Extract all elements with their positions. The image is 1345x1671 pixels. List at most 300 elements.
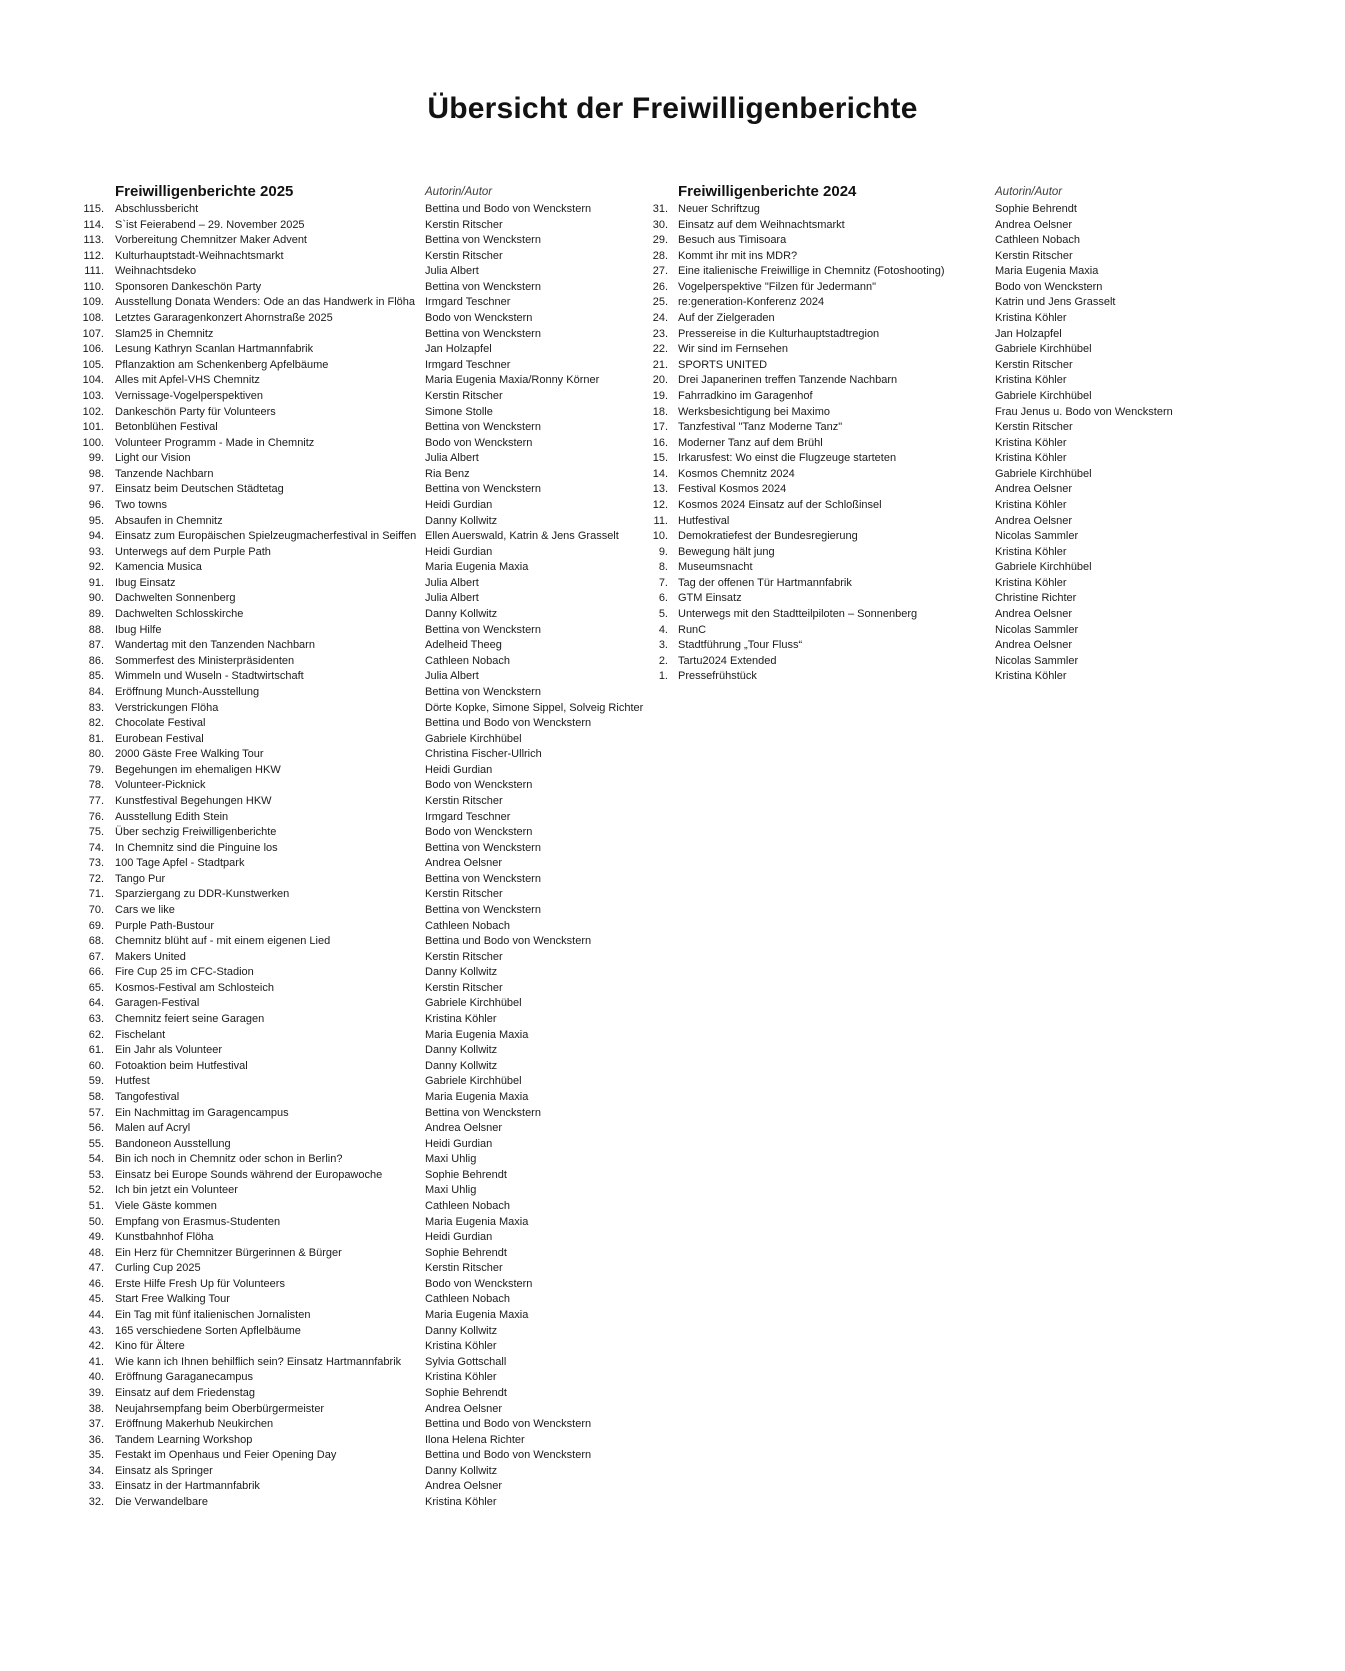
entry-author: Kerstin Ritscher: [425, 249, 503, 262]
entry-number: 113.: [83, 234, 104, 247]
list-item: [634, 545, 1274, 561]
entry-title: Irkarusfest: Wo einst die Flugzeuge starteten: [678, 452, 897, 465]
entry-number: 99.: [88, 452, 104, 465]
list-item: [70, 623, 670, 639]
entry-title: Ein Tag mit fünf italienischen Jornalisten: [115, 1309, 311, 1322]
entry-number: 2.: [658, 654, 668, 667]
entry-title: Abschlussbericht: [115, 203, 199, 215]
entry-title: Tandem Learning Workshop: [115, 1433, 253, 1446]
entry-title: Unterwegs auf dem Purple Path: [115, 545, 271, 558]
entry-number: 52.: [88, 1184, 104, 1197]
entry-number: 55.: [88, 1137, 104, 1150]
entry-number: 70.: [88, 904, 104, 917]
entry-author: Kristina Köhler: [995, 545, 1067, 558]
list-item: [70, 436, 670, 452]
list-item: [634, 218, 1274, 234]
entry-author: Bodo von Wenckstern: [425, 312, 533, 325]
entry-title: Fischelant: [115, 1028, 166, 1041]
entry-author: Gabriele Kirchhübel: [425, 997, 522, 1010]
list-item: [70, 311, 670, 327]
list-item: [70, 732, 670, 748]
entry-number: 6.: [658, 592, 668, 605]
report-column: [70, 185, 670, 1511]
list-item: [70, 1121, 670, 1137]
list-item: [70, 996, 670, 1012]
entry-number: 57.: [88, 1106, 104, 1119]
entry-number: 25.: [652, 296, 668, 309]
entry-author: Julia Albert: [425, 670, 479, 683]
entry-number: 41.: [88, 1355, 104, 1368]
list-item: [70, 1012, 670, 1028]
entry-author: Bettina und Bodo von Wenckstern: [425, 203, 592, 215]
entry-author: Bodo von Wenckstern: [425, 826, 533, 839]
list-item: [70, 202, 670, 218]
entry-title: Moderner Tanz auf dem Brühl: [678, 436, 823, 449]
entry-author: Kristina Köhler: [995, 374, 1067, 387]
entry-author: Maria Eugenia Maxia/Ronny Körner: [425, 374, 600, 387]
list-item: [70, 1417, 670, 1433]
entry-author: Maria Eugenia Maxia: [425, 1090, 529, 1103]
list-item: [634, 607, 1274, 623]
entry-number: 27.: [652, 265, 668, 278]
list-item: [70, 498, 670, 514]
entry-title: Bin ich noch in Chemnitz oder schon in Berlin?: [115, 1153, 343, 1166]
entry-number: 48.: [88, 1246, 104, 1259]
entry-author: Danny Kollwitz: [425, 1059, 498, 1072]
entry-number: 13.: [652, 483, 668, 496]
entry-title: Fire Cup 25 im CFC-Stadion: [115, 966, 254, 979]
entry-author: Kristina Köhler: [425, 1340, 497, 1353]
entry-title: Tanzfestival "Tanz Moderne Tanz": [678, 421, 843, 434]
entry-title: Pressereise in die Kulturhauptstadtregion: [678, 327, 880, 340]
entry-number: 71.: [88, 888, 104, 901]
entry-title: Hutfest: [115, 1075, 150, 1088]
list-item: [70, 342, 670, 358]
entry-number: 90.: [88, 592, 104, 605]
entry-title: Chemnitz blüht auf - mit einem eigenen Lied: [115, 935, 331, 948]
list-item: [70, 919, 670, 935]
entry-number: 26.: [652, 280, 668, 293]
entry-author: Andrea Oelsner: [995, 608, 1073, 621]
entry-title: In Chemnitz sind die Pinguine los: [115, 841, 278, 854]
entry-number: 40.: [88, 1371, 104, 1384]
entry-title: Begehungen im ehemaligen HKW: [115, 763, 281, 776]
entry-number: 78.: [88, 779, 104, 792]
entry-author: Heidi Gurdian: [425, 1231, 493, 1244]
list-item: [70, 467, 670, 483]
entry-title: Volunteer-Picknick: [115, 779, 206, 792]
list-item: [70, 638, 670, 654]
list-item: [70, 669, 670, 685]
list-item: [70, 1183, 670, 1199]
entry-title: Eröffnung Garaganecampus: [115, 1371, 253, 1384]
entry-author: Julia Albert: [425, 265, 479, 278]
list-item: [634, 560, 1274, 576]
entry-title: Tangofestival: [115, 1090, 180, 1103]
entry-number: 104.: [82, 374, 104, 387]
entry-author: Sophie Behrendt: [995, 203, 1077, 215]
entry-author: Kerstin Ritscher: [425, 981, 503, 994]
entry-author: Irmgard Teschner: [425, 296, 511, 309]
entry-author: Cathleen Nobach: [995, 234, 1081, 247]
entry-title: Eurobean Festival: [115, 732, 204, 745]
entry-number: 92.: [88, 561, 104, 574]
entry-number: 74.: [88, 841, 104, 854]
list-item: [70, 327, 670, 343]
entry-author: Danny Kollwitz: [425, 1464, 498, 1477]
entry-author: Bettina von Wenckstern: [425, 623, 541, 636]
report-column: [634, 185, 1274, 685]
entry-title: Eröffnung Munch-Ausstellung: [115, 685, 260, 698]
list-item: [70, 218, 670, 234]
entry-number: 72.: [88, 872, 104, 885]
entry-title: GTM Einsatz: [678, 592, 742, 605]
entry-title: Dachwelten Sonnenberg: [115, 592, 236, 605]
entry-title: Letztes Gararagenkonzert Ahornstraße 2025: [115, 312, 333, 325]
entry-title: Dankeschön Party für Volunteers: [115, 405, 276, 418]
entry-number: 1.: [658, 670, 668, 683]
entry-author: Kristina Köhler: [995, 498, 1067, 511]
entry-number: 111.: [84, 265, 104, 278]
list-item: [634, 482, 1274, 498]
list-item: [634, 591, 1274, 607]
entry-title: Two towns: [115, 498, 167, 511]
entry-number: 19.: [652, 389, 668, 402]
entry-number: 50.: [88, 1215, 104, 1228]
list-item: [70, 514, 670, 530]
entry-title: Demokratiefest der Bundesregierung: [678, 530, 858, 543]
entry-title: Garagen-Festival: [115, 997, 200, 1010]
entry-number: 49.: [88, 1231, 104, 1244]
entry-number: 35.: [88, 1449, 104, 1462]
entry-author: Andrea Oelsner: [995, 483, 1073, 496]
entry-author: Ilona Helena Richter: [425, 1433, 525, 1446]
list-item: [70, 1059, 670, 1075]
entry-author: Andrea Oelsner: [425, 1402, 503, 1415]
entry-author: Kerstin Ritscher: [425, 794, 503, 807]
entry-number: 5.: [658, 608, 668, 621]
list-item: [70, 1277, 670, 1293]
entry-title: Hutfestival: [678, 514, 730, 527]
list-item: [70, 1370, 670, 1386]
entry-title: Kosmos-Festival am Schlosteich: [115, 981, 274, 994]
entry-title: Purple Path-Bustour: [115, 919, 215, 932]
author-heading: Autorin/Autor: [995, 186, 1063, 198]
entry-title: Werksbesichtigung bei Maximo: [678, 405, 831, 418]
entry-author: Ria Benz: [425, 467, 470, 480]
list-item: [70, 1215, 670, 1231]
entry-number: 23.: [652, 327, 668, 340]
entry-title: Wimmeln und Wuseln - Stadtwirtschaft: [115, 670, 304, 683]
entry-number: 29.: [652, 234, 668, 247]
entry-author: Christine Richter: [995, 592, 1077, 605]
entry-title: Verstrickungen Flöha: [115, 701, 219, 714]
entry-number: 53.: [88, 1168, 104, 1181]
entry-author: Sophie Behrendt: [425, 1386, 507, 1399]
entry-number: 46.: [88, 1277, 104, 1290]
list-item: [634, 405, 1274, 421]
entry-title: Cars we like: [115, 904, 175, 917]
entry-author: Bettina und Bodo von Wenckstern: [425, 935, 592, 948]
entry-number: 24.: [652, 312, 668, 325]
entry-title: Pflanzaktion am Schenkenberg Apfelbäume: [115, 358, 329, 371]
list-item: [70, 778, 670, 794]
entry-title: Light our Vision: [115, 452, 191, 465]
entry-title: Dachwelten Schlosskirche: [115, 608, 244, 621]
entry-author: Heidi Gurdian: [425, 763, 493, 776]
entry-number: 110.: [83, 280, 104, 293]
entry-author: Gabriele Kirchhübel: [425, 732, 522, 745]
entry-number: 89.: [88, 608, 104, 621]
list-item: [70, 264, 670, 280]
entry-number: 38.: [88, 1402, 104, 1415]
entry-author: Frau Jenus u. Bodo von Wenckstern: [995, 405, 1173, 418]
entry-author: Danny Kollwitz: [425, 1044, 498, 1057]
entry-title: Ausstellung Edith Stein: [115, 810, 229, 823]
entry-author: Bettina und Bodo von Wenckstern: [425, 1418, 592, 1431]
list-item: [634, 436, 1274, 452]
entry-author: Kerstin Ritscher: [995, 358, 1073, 371]
list-item: [634, 451, 1274, 467]
entry-author: Irmgard Teschner: [425, 810, 511, 823]
entry-title: Festakt im Openhaus und Feier Opening Day: [115, 1449, 337, 1462]
entry-title: Museumsnacht: [678, 561, 753, 574]
entry-author: Maxi Uhlig: [425, 1153, 477, 1166]
list-item: [70, 482, 670, 498]
entry-title: Unterwegs mit den Stadtteilpiloten – Sonnenberg: [678, 608, 918, 621]
entry-author: Kerstin Ritscher: [995, 249, 1073, 262]
entry-title: Empfang von Erasmus-Studenten: [115, 1215, 281, 1228]
entry-author: Maria Eugenia Maxia: [995, 265, 1099, 278]
list-item: [70, 1261, 670, 1277]
list-item: [70, 451, 670, 467]
entry-number: 14.: [652, 467, 668, 480]
entry-author: Heidi Gurdian: [425, 1137, 493, 1150]
entry-list: [634, 202, 1274, 685]
entry-title: Eine italienische Freiwillige in Chemnitz (Fotoshooting): [678, 265, 945, 278]
entry-number: 100.: [82, 436, 104, 449]
page-title: Übersicht der Freiwilligenberichte: [427, 92, 918, 126]
entry-number: 86.: [88, 654, 104, 667]
entry-number: 102.: [82, 405, 104, 418]
entry-number: 12.: [652, 498, 668, 511]
entry-title: Tanzende Nachbarn: [115, 467, 214, 480]
entry-author: Julia Albert: [425, 576, 479, 589]
list-item: [634, 202, 1274, 218]
entry-number: 114.: [83, 218, 104, 231]
entry-author: Nicolas Sammler: [995, 623, 1079, 636]
entry-title: Kamencia Musica: [115, 561, 202, 574]
entry-number: 73.: [88, 857, 104, 870]
entry-author: Cathleen Nobach: [425, 654, 511, 667]
entry-number: 43.: [88, 1324, 104, 1337]
list-item: [70, 373, 670, 389]
list-item: [634, 420, 1274, 436]
list-item: [70, 1199, 670, 1215]
entry-number: 85.: [88, 670, 104, 683]
list-item: [70, 591, 670, 607]
entry-title: Chemnitz feiert seine Garagen: [115, 1013, 265, 1026]
entry-title: Einsatz auf dem Friedenstag: [115, 1386, 256, 1399]
list-item: [70, 965, 670, 981]
entry-title: Ibug Einsatz: [115, 576, 176, 589]
list-item: [634, 342, 1274, 358]
list-item: [70, 249, 670, 265]
entry-author: Irmgard Teschner: [425, 358, 511, 371]
entry-title: Fahrradkino im Garagenhof: [678, 389, 813, 402]
entry-author: Gabriele Kirchhübel: [995, 561, 1092, 574]
entry-author: Cathleen Nobach: [425, 1200, 511, 1212]
entry-title: Kunstfestival Begehungen HKW: [115, 794, 272, 807]
entry-number: 101.: [82, 421, 104, 434]
entry-number: 75.: [88, 826, 104, 839]
list-item: [70, 1028, 670, 1044]
entry-author: Maria Eugenia Maxia: [425, 1309, 529, 1322]
list-item: [70, 747, 670, 763]
entry-title: Weihnachtsdeko: [115, 265, 197, 278]
entry-number: 37.: [88, 1418, 104, 1431]
entry-title: Tartu2024 Extended: [678, 654, 777, 667]
list-item: [70, 934, 670, 950]
entry-title: Sponsoren Dankeschön Party: [115, 280, 262, 293]
entry-author: Adelheid Theeg: [425, 639, 502, 652]
entry-author: Gabriele Kirchhübel: [995, 343, 1092, 356]
entry-author: Dörte Kopke, Simone Sippel, Solveig Richter: [425, 701, 644, 714]
entry-author: Kerstin Ritscher: [425, 888, 503, 901]
entry-author: Bettina von Wenckstern: [425, 872, 541, 885]
entry-list: [70, 202, 670, 1511]
entry-title: 2000 Gäste Free Walking Tour: [115, 748, 264, 761]
list-item: [70, 1479, 670, 1495]
entry-number: 63.: [88, 1013, 104, 1026]
entry-title: 100 Tage Apfel - Stadtpark: [115, 857, 245, 870]
list-item: [70, 1464, 670, 1480]
entry-title: Curling Cup 2025: [115, 1262, 201, 1275]
entry-number: 30.: [652, 218, 668, 231]
entry-number: 28.: [652, 249, 668, 262]
entry-number: 96.: [88, 498, 104, 511]
entry-author: Maxi Uhlig: [425, 1184, 477, 1197]
entry-number: 42.: [88, 1340, 104, 1353]
entry-number: 76.: [88, 810, 104, 823]
list-item: [70, 1402, 670, 1418]
entry-number: 66.: [88, 966, 104, 979]
entry-title: Einsatz in der Hartmannfabrik: [115, 1480, 260, 1493]
entry-author: Jan Holzapfel: [425, 343, 492, 356]
list-item: [70, 981, 670, 997]
entry-author: Gabriele Kirchhübel: [995, 389, 1092, 402]
list-item: [634, 389, 1274, 405]
entry-author: Bettina von Wenckstern: [425, 685, 541, 698]
entry-title: 165 verschiedene Sorten Apflelbäume: [115, 1324, 301, 1337]
list-item: [70, 1152, 670, 1168]
entry-author: Bettina von Wenckstern: [425, 280, 541, 293]
list-item: [634, 576, 1274, 592]
entry-title: Einsatz bei Europe Sounds während der Europawoche: [115, 1168, 383, 1181]
list-item: [70, 763, 670, 779]
entry-number: 22.: [652, 343, 668, 356]
entry-author: Danny Kollwitz: [425, 1324, 498, 1337]
list-item: [634, 233, 1274, 249]
list-item: [70, 1137, 670, 1153]
entry-number: 83.: [88, 701, 104, 714]
entry-title: Kino für Ältere: [115, 1340, 185, 1353]
entry-author: Jan Holzapfel: [995, 327, 1062, 340]
entry-author: Andrea Oelsner: [995, 514, 1073, 527]
column-heading: Freiwilligenberichte 2025: [115, 183, 294, 200]
list-item: [70, 701, 670, 717]
entry-title: Makers United: [115, 950, 186, 963]
column-header-row: [634, 185, 1274, 202]
list-item: [70, 856, 670, 872]
list-item: [634, 669, 1274, 685]
entry-author: Sophie Behrendt: [425, 1246, 507, 1259]
entry-title: Viele Gäste kommen: [115, 1200, 217, 1212]
list-item: [70, 887, 670, 903]
entry-title: RunC: [678, 623, 707, 636]
entry-number: 21.: [652, 358, 668, 371]
list-item: [634, 467, 1274, 483]
entry-author: Gabriele Kirchhübel: [995, 467, 1092, 480]
entry-author: Simone Stolle: [425, 405, 493, 418]
entry-title: Wir sind im Fernsehen: [678, 343, 789, 356]
entry-title: re:generation-Konferenz 2024: [678, 296, 825, 309]
entry-number: 97.: [88, 483, 104, 496]
entry-title: Kommt ihr mit ins MDR?: [678, 249, 798, 262]
list-item: [70, 825, 670, 841]
entry-number: 51.: [88, 1200, 104, 1212]
entry-number: 44.: [88, 1309, 104, 1322]
entry-author: Sylvia Gottschall: [425, 1355, 507, 1368]
entry-number: 36.: [88, 1433, 104, 1446]
list-item: [70, 545, 670, 561]
list-item: [70, 280, 670, 296]
entry-title: Einsatz beim Deutschen Städtetag: [115, 483, 284, 496]
entry-author: Bettina von Wenckstern: [425, 904, 541, 917]
entry-number: 31.: [652, 203, 668, 215]
list-item: [634, 654, 1274, 670]
entry-author: Nicolas Sammler: [995, 654, 1079, 667]
entry-number: 106.: [82, 343, 104, 356]
entry-author: Bodo von Wenckstern: [425, 1277, 533, 1290]
entry-number: 39.: [88, 1386, 104, 1399]
entry-number: 95.: [88, 514, 104, 527]
author-heading: Autorin/Autor: [425, 186, 493, 198]
entry-number: 64.: [88, 997, 104, 1010]
list-item: [70, 1246, 670, 1262]
entry-number: 8.: [658, 561, 668, 574]
entry-author: Kerstin Ritscher: [995, 421, 1073, 434]
entry-number: 15.: [652, 452, 668, 465]
entry-author: Kristina Köhler: [425, 1013, 497, 1026]
entry-number: 80.: [88, 748, 104, 761]
list-item: [634, 514, 1274, 530]
list-item: [70, 685, 670, 701]
entry-number: 20.: [652, 374, 668, 387]
entry-number: 18.: [652, 405, 668, 418]
entry-number: 67.: [88, 950, 104, 963]
entry-number: 47.: [88, 1262, 104, 1275]
entry-author: Bettina von Wenckstern: [425, 234, 541, 247]
entry-author: Kristina Köhler: [425, 1495, 497, 1508]
entry-number: 61.: [88, 1044, 104, 1057]
list-item: [70, 1292, 670, 1308]
entry-number: 58.: [88, 1090, 104, 1103]
entry-title: Die Verwandelbare: [115, 1495, 208, 1508]
list-item: [70, 1339, 670, 1355]
list-item: [70, 903, 670, 919]
list-item: [70, 529, 670, 545]
